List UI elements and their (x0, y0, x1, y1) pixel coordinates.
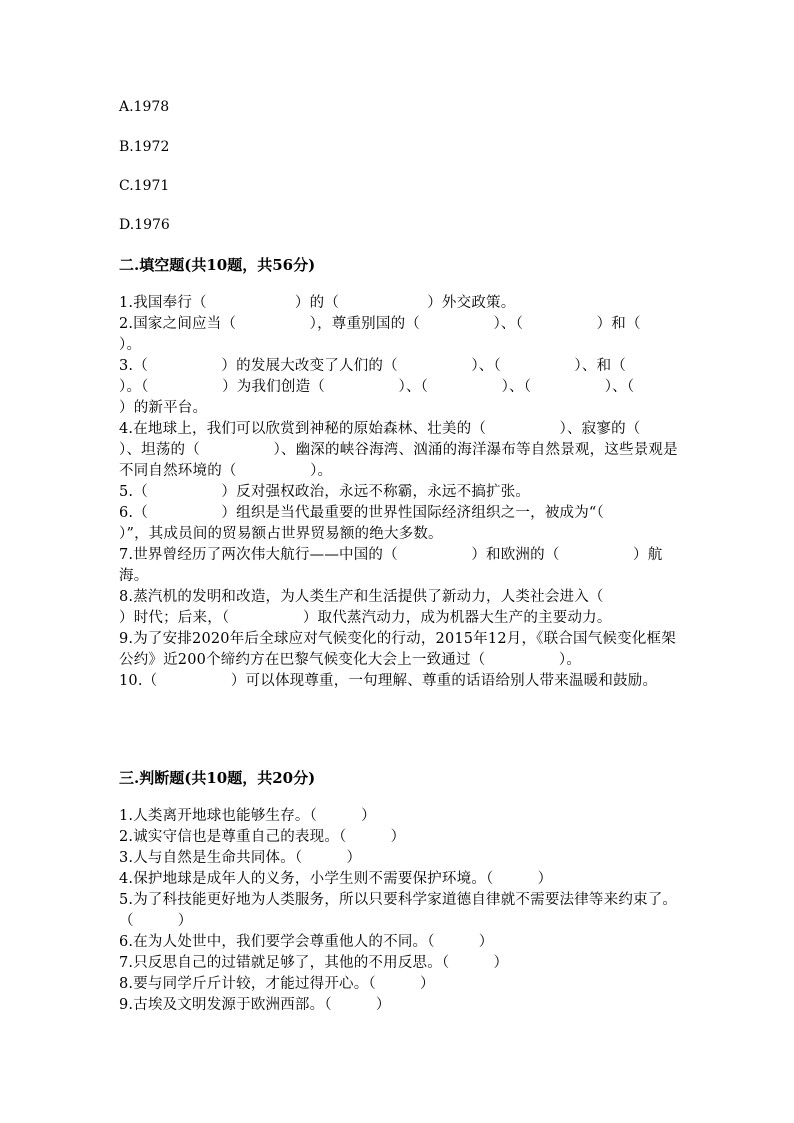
judge-question: 1.人类离开地球也能够生存。（ ） (119, 808, 376, 824)
fill-section-title: 二.填空题(共10题，共56分) (119, 256, 316, 274)
fill-question: 4.在地球上，我们可以欣赏到神秘的原始森林、壮美的（ ）、寂寥的（ ）、坦荡的（ ）、幽深的峡谷海湾、汹涌的海洋瀑布等自然景观，这些景观是不同自然环境的（ ）。 (119, 421, 714, 479)
fill-question: 5.（ ）反对强权政治，永远不称霸，永远不搞扩张。 (119, 484, 531, 500)
fill-question: 3.（ ）的发展大改变了人们的（ ）、（ ）、和（ ）。（ ）为我们创造（ ）、（ ）、（ ）、（ ）的新平台。 (119, 358, 708, 416)
option-c: C.1971 (119, 178, 170, 194)
judge-question: 3.人与自然是生命共同体。（ ） (119, 850, 362, 866)
judge-question: 7.只反思自己的过错就足够了，其他的不用反思。（ ） (119, 955, 509, 971)
fill-question-list (119, 293, 715, 692)
fill-question: 6.（ ）组织是当代最重要的世界性国际经济组织之一，被成为“（ ）”，其成员间的贸易额占世界贸易额的绝大多数。 (119, 505, 678, 542)
judge-question-list (119, 806, 679, 1016)
fill-question: 9.为了安排2020年后全球应对气候变化的行动，2015年12月，《联合国气候变化框架公约》近200个缔约方在巴黎气候变化大会上一致通过（ ）。 (119, 631, 676, 668)
judge-question: 6.在为人处世中，我们要学会尊重他人的不同。（ ） (119, 934, 494, 950)
judge-question: 2.诚实守信也是尊重自己的表现。（ ） (119, 829, 406, 845)
option-d: D.1976 (119, 217, 170, 233)
fill-question: 1.我国奉行（ ）的（ ）外交政策。 (119, 295, 516, 311)
option-b: B.1972 (119, 139, 170, 155)
option-a: A.1978 (119, 99, 170, 115)
fill-question: 2.国家之间应当（ ），尊重别国的（ ）、（ ）和（ ）。 (119, 316, 715, 353)
judge-question: 4.保护地球是成年人的义务，小学生则不需要保护环境。（ ） (119, 871, 553, 887)
fill-question: 10.（ ）可以体现尊重，一句理解、尊重的话语给别人带来温暖和鼓励。 (119, 673, 658, 689)
fill-question: 8.蒸汽机的发明和改造，为人类生产和生活提供了新动力，人类社会进入（ ）时代；后来，（ ）取代蒸汽动力，成为机器大生产的主要动力。 (119, 589, 678, 626)
judge-question: 8.要与同学斤斤计较，才能过得开心。（ ） (119, 976, 435, 992)
judge-section-title: 三.判断题(共10题，共20分) (119, 769, 316, 787)
judge-question: 5.为了科技能更好地为人类服务，所以只要科学家道德自律就不需要法律等来约束了。（ ） (119, 892, 678, 929)
judge-question: 9.古埃及文明发源于欧洲西部。（ ） (119, 997, 391, 1013)
fill-question: 7.世界曾经历了两次伟大航行——中国的（ ）和欧洲的（ ）航海。 (119, 547, 663, 584)
